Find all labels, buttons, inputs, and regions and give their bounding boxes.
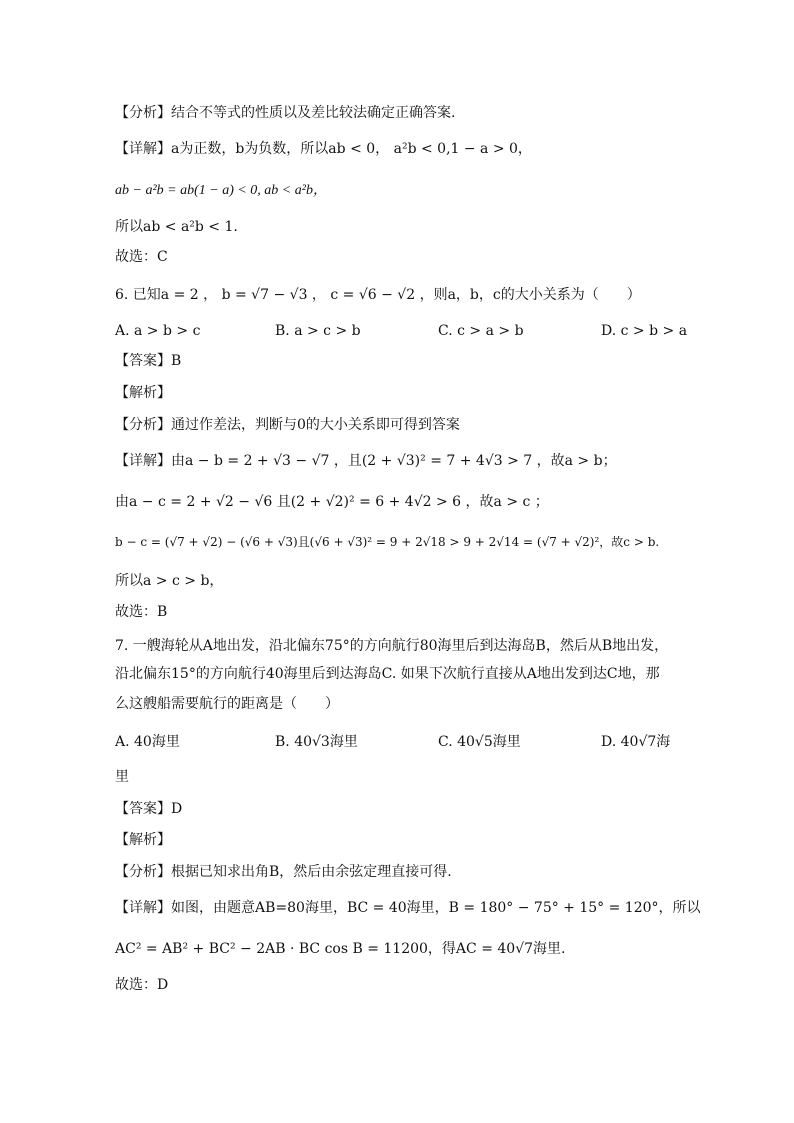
q7-option-d: D. 40√7海 [601, 734, 671, 750]
q6-option-a: A. a > b > c [115, 323, 201, 339]
q5-choice: 故选：C [115, 249, 168, 265]
q5-equation-1: ab − a²b = ab(1 − a) < 0, ab < a²b， [115, 183, 327, 198]
q7-equation-1: AC² = AB² + BC² − 2AB · BC cos B = 11200，得AC = 40√7海里. [115, 941, 566, 957]
q7-analysis: 【分析】根据已知求出角B，然后由余弦定理直接可得. [115, 864, 452, 880]
q6-options [115, 321, 695, 341]
q7-solution-heading: 【解析】 [115, 832, 171, 848]
q7-stem-line-3: 么这艘船需要航行的距离是（ ） [115, 696, 339, 712]
q5-analysis: 【分析】结合不等式的性质以及差比较法确定正确答案. [115, 105, 456, 121]
q7-stem-line-1: 7. 一艘海轮从A地出发，沿北偏东75°的方向航行80海里后到达海岛B，然后从B地出发， [115, 638, 669, 654]
q6-detail: 【详解】由a − b = 2 + √3 − √7 ，且(2 + √3)² = 7 + 4√3 > 7 ，故a > b； [115, 453, 617, 469]
q6-equation-3: 所以a > c > b， [115, 573, 224, 589]
q7-stem-line-2: 沿北偏东15°的方向航行40海里后到达海岛C. 如果下次航行直接从A地出发到达C地，那 [115, 666, 660, 682]
q6-option-b: B. a > c > b [275, 323, 361, 339]
q7-option-b: B. 40√3海里 [275, 734, 358, 750]
q6-solution-heading: 【解析】 [115, 385, 171, 401]
q6-analysis: 【分析】通过作差法，判断与0的大小关系即可得到答案 [115, 417, 460, 433]
q7-detail: 【详解】如图，由题意AB=80海里，BC = 40海里，B = 180° − 75° + 15° = 120°，所以 [115, 900, 701, 916]
q7-option-d-wrap: 里 [115, 769, 129, 785]
q7-options [115, 732, 695, 752]
q6-choice: 故选：B [115, 604, 168, 620]
q6-equation-1: 由a − c = 2 + √2 − √6 且(2 + √2)² = 6 + 4√2 > 6 ，故a > c ； [115, 494, 549, 510]
q6-option-d: D. c > b > a [601, 323, 688, 339]
q7-answer: 【答案】D [115, 801, 183, 817]
q5-detail: 【详解】a为正数，b为负数，所以ab < 0， a²b < 0,1 − a > 0， [115, 141, 532, 157]
q6-option-c: C. c > a > b [438, 323, 524, 339]
q6-equation-2: b − c = (√7 + √2) − (√6 + √3)且(√6 + √3)² = 9 + 2√18 > 9 + 2√14 = (√7 + √2)²，故c > b. [115, 535, 660, 549]
q7-choice: 故选：D [115, 977, 169, 993]
q6-answer: 【答案】B [115, 353, 182, 369]
q7-option-c: C. 40√5海里 [438, 734, 521, 750]
q5-equation-2: 所以ab < a²b < 1. [115, 219, 238, 235]
q7-option-a: A. 40海里 [115, 734, 180, 750]
q6-stem: 6. 已知a = 2 ， b = √7 − √3 ， c = √6 − √2 ，则a，b，c的大小关系为（ ） [115, 287, 641, 303]
